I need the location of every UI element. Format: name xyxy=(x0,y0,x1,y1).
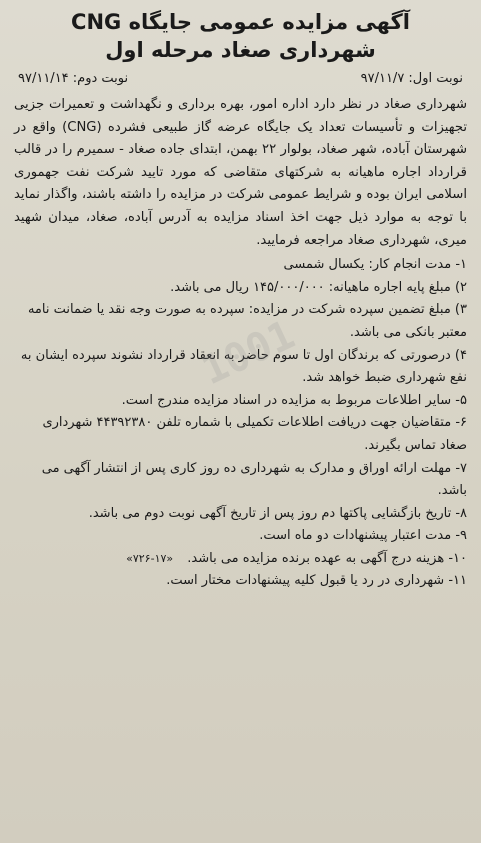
second-publication-date: نوبت دوم: ۹۷/۱۱/۱۴ xyxy=(18,71,129,86)
conditions-list xyxy=(14,254,467,593)
notice-title: آگهی مزایده عمومی جایگاه CNG xyxy=(71,10,410,34)
notice-code: «۱۷-۷۲۶» xyxy=(126,551,174,565)
condition-item-4: ۴) درصورتی که برندگان اول تا سوم حاضر به انعقاد قرارداد نشوند سپرده ایشان به نفع شهرداری ضبط خواهد شد. xyxy=(20,347,467,386)
condition-item-9: ۹- مدت اعتبار پیشنهادات دو ماه است. xyxy=(259,528,467,544)
condition-item-10 xyxy=(14,548,467,571)
condition-item-8: ۸- تاریخ بازگشایی پاکتها دم روز پس از تاریخ آگهی نوبت دوم می باشد. xyxy=(88,505,467,521)
publication-dates xyxy=(18,70,463,88)
condition-item-1: ۱- مدت انجام کار: یکسال شمسی xyxy=(283,257,467,273)
condition-item-6: ۶- متقاضیان جهت دریافت اطلاعات تکمیلی با شماره تلفن ۴۴۳۹۲۳۸۰ شهرداری صغاد تماس بگیرند. xyxy=(42,415,467,453)
condition-item-11: ۱۱- شهرداری در رد یا قبول کلیه پیشنهادات مختار است. xyxy=(166,573,467,589)
notice-intro: شهرداری صغاد در نظر دارد اداره امور، بهره برداری و نگهداشت و تعمیرات جزیی تجهیزات و تأسیسات تعداد یک جایگاه عرضه گاز طبیعی فشرده (CNG) واقع در شهرستان آباده، شهر صغاد، بولوار ۲۲ بهمن، ابتدای جاده صغاد - سمیرم را در قالب قرارداد اجاره ماهیانه به شرکتهای متقاضی که مورد تایید شرکت نفت جهموری اسلامی ایران بوده و شرایط عمومی شرکت در مزایده را داشته باشند، واگذار نماید با توجه به موارد ذیل جهت اخذ اسناد مزایده به آدرس آباده، صغاد، میدان شهید میری، شهرداری صغاد مراجعه فرمایید. xyxy=(14,97,468,248)
condition-item-5: ۵- سایر اطلاعات مربوط به مزایده در اسناد مزایده مندرج است. xyxy=(121,392,467,408)
notice-subtitle: شهرداری صغاد مرحله اول xyxy=(105,38,376,62)
condition-item-2: ۲) مبلغ پایه اجاره ماهیانه: ۱۴۵/۰۰۰/۰۰۰ ریال می باشد. xyxy=(170,279,467,295)
condition-item-7: ۷- مهلت ارائه اوراق و مدارک به شهرداری ده روز کاری پس از انتشار آگهی می باشد. xyxy=(41,460,467,499)
condition-item-10-text: ۱۰- هزینه درج آگهی به عهده برنده مزایده می باشد. xyxy=(187,550,467,566)
watermark: 1001 xyxy=(194,311,302,395)
first-publication-date: نوبت اول: ۹۷/۱۱/۷ xyxy=(360,71,463,86)
condition-item-3: ۳) مبلغ تضمین سپرده شرکت در مزایده: سپرده به صورت وجه نقد یا ضمانت نامه معتبر بانکی می باشد. xyxy=(27,302,467,340)
